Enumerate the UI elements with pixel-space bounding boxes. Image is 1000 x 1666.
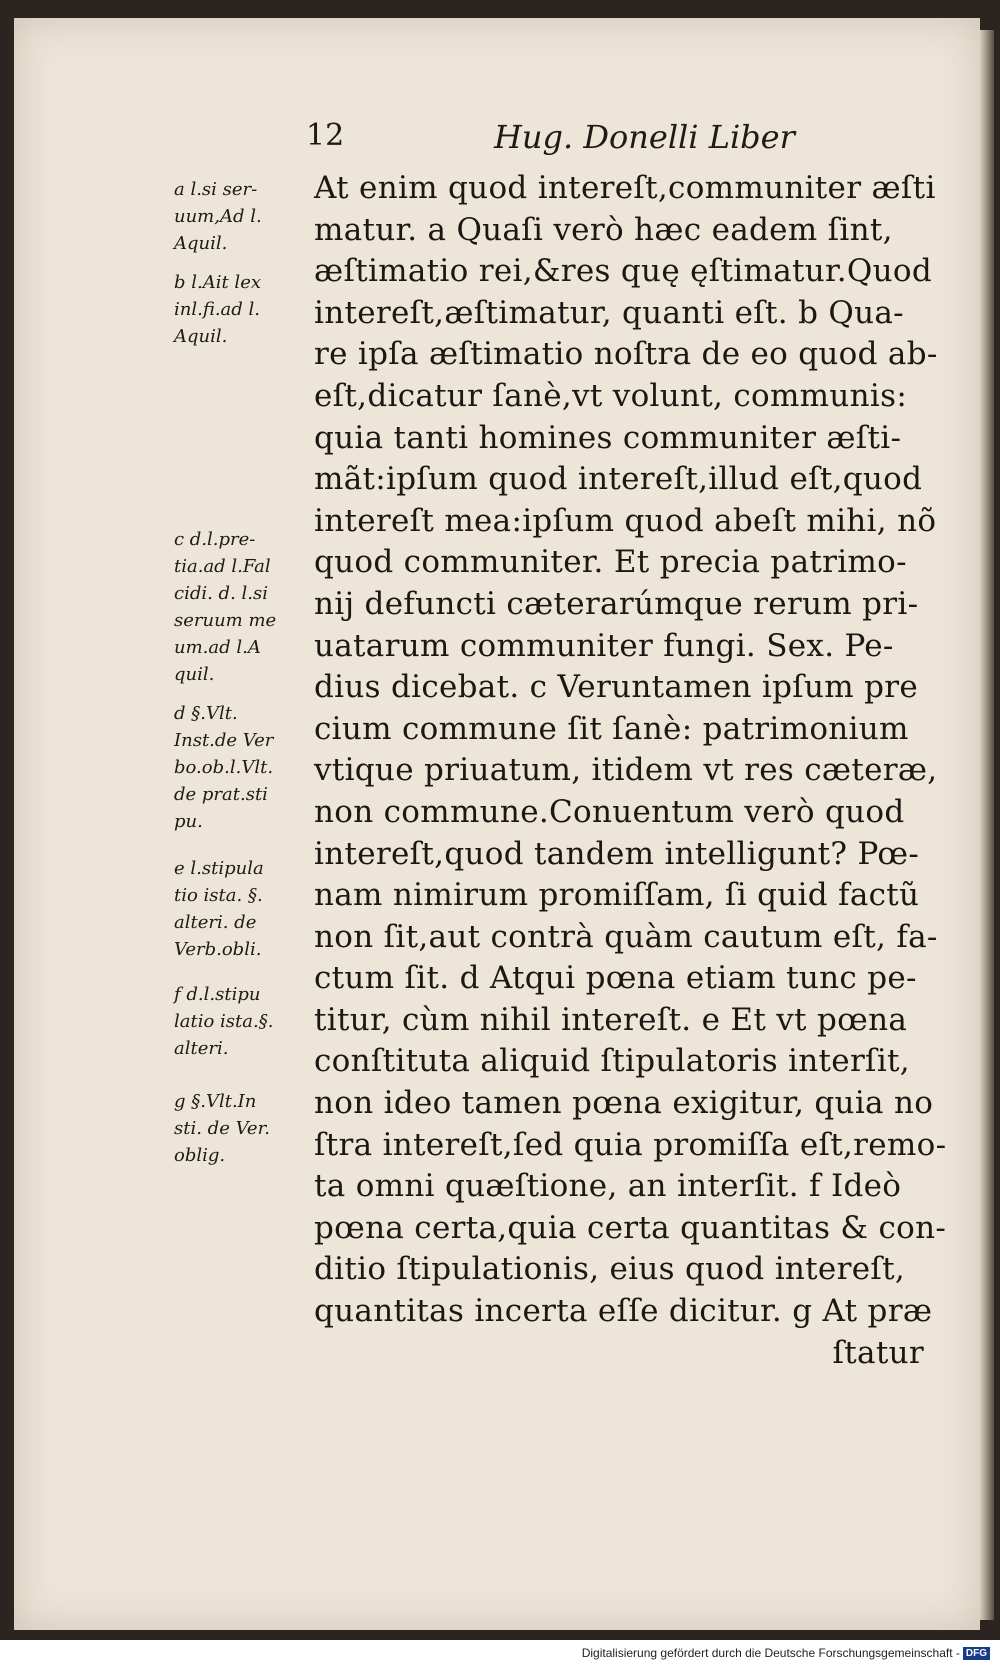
body-line: dius dicebat. c Veruntamen ipſum pre <box>314 669 919 706</box>
body-line: cium commune ſit ſanè: patrimonium <box>314 710 909 747</box>
body-line: nam nimirum promiſſam, ſi quid factũ <box>314 877 920 914</box>
body-line: intereſt,quod tandem intelligunt? Pœ- <box>314 835 920 872</box>
body-line: ſtra intereſt,ſed quia promiſſa eſt,remo- <box>314 1126 947 1163</box>
running-title: Hug. Donelli Liber <box>494 118 795 156</box>
marginal-note-f: f d.l.stipu latio ista.§. alteri. <box>174 984 274 1059</box>
body-line: quia tanti homines communiter æſti- <box>314 419 902 456</box>
marginal-note-d: d §.Vlt. Inst.de Ver bo.ob.l.Vlt. de prat.sti pu. <box>174 703 274 832</box>
body-line: matur. a Quaſi verò hæc eadem ſint, <box>314 211 893 248</box>
body-line: vtique priuatum, itidem vt res cæteræ, <box>314 752 938 789</box>
body-line: nij defuncti cæterarúmque rerum pri- <box>314 585 919 622</box>
body-line: non ideo tamen pœna exigitur, quia no <box>314 1085 934 1122</box>
marginal-notes <box>174 176 314 1169</box>
body-text <box>314 168 964 1374</box>
body-line: intereſt,æſtimatur, quanti eſt. b Qua- <box>314 294 904 331</box>
marginal-note-e: e l.stipula tio ista. §. alteri. de Verb.obli. <box>174 858 264 960</box>
body-line: quod communiter. Et precia patrimo- <box>314 544 907 581</box>
body-line: mãt:ipſum quod intereſt,illud eſt,quod <box>314 461 923 498</box>
body-line: ctum ſit. d Atqui pœna etiam tunc pe- <box>314 960 917 997</box>
body-line: conſtituta aliquid ſtipulatoris interſit, <box>314 1043 910 1080</box>
body-line: eſt,dicatur ſanè,vt volunt, communis: <box>314 377 908 414</box>
body-line: intereſt mea:ipſum quod abeſt mihi, nõ <box>314 502 937 539</box>
dfg-logo: DFG <box>963 1647 990 1660</box>
catchword: ſtatur <box>832 1334 924 1371</box>
body-line: quantitas incerta eſſe dicitur. g At præ <box>314 1293 933 1330</box>
digitization-footer <box>0 1646 990 1660</box>
marginal-note-a: a l.si ser- uum,Ad l. Aquil. <box>174 179 262 254</box>
body-line: non commune.Conuentum verò quod <box>314 793 905 830</box>
marginal-note-g: g §.Vlt.In sti. de Ver. oblig. <box>174 1091 270 1166</box>
body-line: non ſit,aut contrà quàm cautum eſt, fa- <box>314 918 938 955</box>
marginal-note-b: b l.Ait lex inl.fi.ad l. Aquil. <box>174 272 261 347</box>
page-number: 12 <box>306 118 345 153</box>
footer-credit: Digitalisierung gefördert durch die Deutsche Forschungsgemeinschaft - <box>581 1646 960 1660</box>
body-line: uatarum communiter fungi. Sex. Pe- <box>314 627 894 664</box>
body-line: pœna certa,quia certa quantitas & con- <box>314 1209 947 1246</box>
marginal-note-c: c d.l.pre- tia.ad l.Fal cidi. d. l.si seruum me um.ad l.A quil. <box>174 529 277 685</box>
body-line: At enim quod intereſt,communiter æſti <box>314 170 936 206</box>
body-line: titur, cùm nihil intereſt. e Et vt pœna <box>314 1001 908 1038</box>
book-page <box>14 18 980 1630</box>
body-line: re ipſa æſtimatio noſtra de eo quod ab- <box>314 336 938 373</box>
body-line: æſtimatio rei,&res quę ęſtimatur.Quod <box>314 253 932 290</box>
body-line: ta omni quæſtione, an interſit. f Ideò <box>314 1168 902 1205</box>
body-line: ditio ſtipulationis, eius quod intereſt, <box>314 1251 906 1288</box>
page-header <box>14 118 980 158</box>
page-edge <box>980 30 994 1620</box>
